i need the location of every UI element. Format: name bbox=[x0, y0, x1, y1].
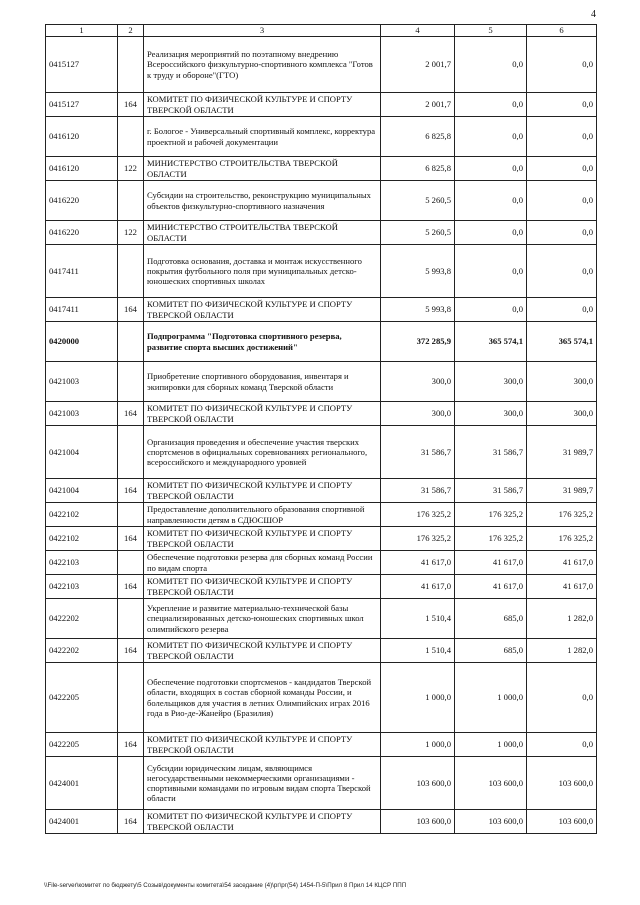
value-2018-cell: 103 600,0 bbox=[527, 810, 597, 834]
value-2017-cell: 41 617,0 bbox=[455, 551, 527, 575]
value-2017-cell: 300,0 bbox=[455, 402, 527, 426]
code-cell: 0416120 bbox=[46, 157, 118, 181]
value-2018-cell: 0,0 bbox=[527, 157, 597, 181]
value-2017-cell: 0,0 bbox=[455, 93, 527, 117]
name-cell: Укрепление и развитие материально-технической базы специализированных детско-юношеских спортивных школ олимпийского резерва bbox=[144, 599, 381, 639]
value-2017-cell: 0,0 bbox=[455, 298, 527, 322]
table-row bbox=[46, 733, 597, 757]
code-cell: 0421003 bbox=[46, 402, 118, 426]
admin-code-cell: 164 bbox=[118, 93, 144, 117]
table-row bbox=[46, 503, 597, 527]
admin-code-cell: 164 bbox=[118, 479, 144, 503]
value-2017-cell: 103 600,0 bbox=[455, 757, 527, 810]
value-2018-cell: 0,0 bbox=[527, 117, 597, 157]
admin-code-cell: 122 bbox=[118, 157, 144, 181]
value-2018-cell: 176 325,2 bbox=[527, 527, 597, 551]
header-row bbox=[46, 25, 597, 37]
admin-code-cell bbox=[118, 117, 144, 157]
value-2017-cell: 0,0 bbox=[455, 221, 527, 245]
name-cell: Субсидии юридическим лицам, являющимся негосударственными некоммерческими организациями - спортивными командами по игровым видам спорта Тверской области bbox=[144, 757, 381, 810]
name-cell: Субсидии на строительство, реконструкцию муниципальных объектов физкультурно-спортивного назначения bbox=[144, 181, 381, 221]
value-2018-cell: 300,0 bbox=[527, 402, 597, 426]
value-2017-cell: 1 000,0 bbox=[455, 663, 527, 733]
code-cell: 0422103 bbox=[46, 575, 118, 599]
table-row bbox=[46, 221, 597, 245]
value-2017-cell: 0,0 bbox=[455, 181, 527, 221]
value-2017-cell: 0,0 bbox=[455, 245, 527, 298]
value-2018-cell: 41 617,0 bbox=[527, 575, 597, 599]
value-2017-cell: 365 574,1 bbox=[455, 322, 527, 362]
name-cell: Приобретение спортивного оборудования, инвентаря и экипировки для сборных команд Тверской области bbox=[144, 362, 381, 402]
value-2016-cell: 6 825,8 bbox=[381, 117, 455, 157]
value-2018-cell: 176 325,2 bbox=[527, 503, 597, 527]
code-cell: 0416220 bbox=[46, 221, 118, 245]
name-cell: г. Бологое - Универсальный спортивный комплекс, корректура проектной и рабочей документации bbox=[144, 117, 381, 157]
table-row bbox=[46, 181, 597, 221]
admin-code-cell: 164 bbox=[118, 298, 144, 322]
value-2016-cell: 176 325,2 bbox=[381, 503, 455, 527]
admin-code-cell bbox=[118, 757, 144, 810]
value-2016-cell: 31 586,7 bbox=[381, 479, 455, 503]
value-2017-cell: 0,0 bbox=[455, 37, 527, 93]
code-cell: 0422103 bbox=[46, 551, 118, 575]
table-row bbox=[46, 527, 597, 551]
table-row bbox=[46, 298, 597, 322]
table-row bbox=[46, 93, 597, 117]
admin-code-cell: 164 bbox=[118, 575, 144, 599]
value-2016-cell: 41 617,0 bbox=[381, 575, 455, 599]
code-cell: 0415127 bbox=[46, 93, 118, 117]
value-2018-cell: 365 574,1 bbox=[527, 322, 597, 362]
value-2016-cell: 41 617,0 bbox=[381, 551, 455, 575]
name-cell: КОМИТЕТ ПО ФИЗИЧЕСКОЙ КУЛЬТУРЕ И СПОРТУ ТВЕРСКОЙ ОБЛАСТИ bbox=[144, 733, 381, 757]
code-cell: 0422205 bbox=[46, 663, 118, 733]
value-2017-cell: 685,0 bbox=[455, 599, 527, 639]
table-row bbox=[46, 362, 597, 402]
name-cell: Предоставление дополнительного образования спортивной направленности детям в СДЮСШОР bbox=[144, 503, 381, 527]
code-cell: 0421004 bbox=[46, 479, 118, 503]
code-cell: 0422102 bbox=[46, 527, 118, 551]
admin-code-cell: 164 bbox=[118, 402, 144, 426]
admin-code-cell bbox=[118, 663, 144, 733]
admin-code-cell bbox=[118, 245, 144, 298]
code-cell: 0422102 bbox=[46, 503, 118, 527]
value-2017-cell: 176 325,2 bbox=[455, 527, 527, 551]
table-row bbox=[46, 575, 597, 599]
admin-code-cell: 164 bbox=[118, 639, 144, 663]
admin-code-cell: 122 bbox=[118, 221, 144, 245]
admin-code-cell bbox=[118, 426, 144, 479]
admin-code-cell bbox=[118, 599, 144, 639]
file-path-footer: \\File-server\комитет по бюджету\5 Созыв\документы комитета\54 заседание (4)\рг\рг(54) 1454-П-5\Прил 8 Прил 14 КЦСР ППП bbox=[44, 882, 407, 889]
value-2016-cell: 1 510,4 bbox=[381, 639, 455, 663]
code-cell: 0421003 bbox=[46, 362, 118, 402]
code-cell: 0416120 bbox=[46, 117, 118, 157]
value-2016-cell: 176 325,2 bbox=[381, 527, 455, 551]
table-row bbox=[46, 426, 597, 479]
column-header: 6 bbox=[527, 25, 597, 37]
code-cell: 0417411 bbox=[46, 298, 118, 322]
value-2018-cell: 0,0 bbox=[527, 37, 597, 93]
value-2016-cell: 1 000,0 bbox=[381, 663, 455, 733]
name-cell: КОМИТЕТ ПО ФИЗИЧЕСКОЙ КУЛЬТУРЕ И СПОРТУ ТВЕРСКОЙ ОБЛАСТИ bbox=[144, 93, 381, 117]
code-cell: 0421004 bbox=[46, 426, 118, 479]
value-2017-cell: 31 586,7 bbox=[455, 426, 527, 479]
name-cell: МИНИСТЕРСТВО СТРОИТЕЛЬСТВА ТВЕРСКОЙ ОБЛАСТИ bbox=[144, 157, 381, 181]
name-cell: КОМИТЕТ ПО ФИЗИЧЕСКОЙ КУЛЬТУРЕ И СПОРТУ ТВЕРСКОЙ ОБЛАСТИ bbox=[144, 298, 381, 322]
code-cell: 0415127 bbox=[46, 37, 118, 93]
admin-code-cell bbox=[118, 503, 144, 527]
table-row bbox=[46, 551, 597, 575]
name-cell: Обеспечение подготовки резерва для сборных команд России по видам спорта bbox=[144, 551, 381, 575]
name-cell: Реализация мероприятий по поэтапному внедрению Всероссийского физкультурно-спортивного комплекса "Готов к труду и обороне"(ГТО) bbox=[144, 37, 381, 93]
value-2016-cell: 5 260,5 bbox=[381, 181, 455, 221]
code-cell: 0422202 bbox=[46, 639, 118, 663]
table-row bbox=[46, 322, 597, 362]
table-row bbox=[46, 479, 597, 503]
value-2016-cell: 300,0 bbox=[381, 362, 455, 402]
table-row bbox=[46, 37, 597, 93]
code-cell: 0424001 bbox=[46, 757, 118, 810]
table-row bbox=[46, 245, 597, 298]
value-2016-cell: 5 993,8 bbox=[381, 245, 455, 298]
admin-code-cell bbox=[118, 551, 144, 575]
value-2018-cell: 1 282,0 bbox=[527, 599, 597, 639]
table-row bbox=[46, 402, 597, 426]
code-cell: 0420000 bbox=[46, 322, 118, 362]
value-2018-cell: 103 600,0 bbox=[527, 757, 597, 810]
value-2018-cell: 0,0 bbox=[527, 663, 597, 733]
name-cell: Организация проведения и обеспечение участия тверских спортсменов в официальных соревнованиях регионального, всероссийского и международного уровней bbox=[144, 426, 381, 479]
value-2018-cell: 41 617,0 bbox=[527, 551, 597, 575]
value-2017-cell: 103 600,0 bbox=[455, 810, 527, 834]
value-2017-cell: 31 586,7 bbox=[455, 479, 527, 503]
value-2017-cell: 41 617,0 bbox=[455, 575, 527, 599]
value-2018-cell: 0,0 bbox=[527, 298, 597, 322]
value-2016-cell: 5 993,8 bbox=[381, 298, 455, 322]
code-cell: 0416220 bbox=[46, 181, 118, 221]
value-2018-cell: 31 989,7 bbox=[527, 479, 597, 503]
value-2017-cell: 0,0 bbox=[455, 157, 527, 181]
value-2018-cell: 0,0 bbox=[527, 181, 597, 221]
table-row bbox=[46, 810, 597, 834]
column-header: 1 bbox=[46, 25, 118, 37]
code-cell: 0417411 bbox=[46, 245, 118, 298]
table-row bbox=[46, 757, 597, 810]
page-number: 4 bbox=[591, 9, 596, 20]
table-row bbox=[46, 599, 597, 639]
value-2018-cell: 0,0 bbox=[527, 245, 597, 298]
column-header: 5 bbox=[455, 25, 527, 37]
name-cell: МИНИСТЕРСТВО СТРОИТЕЛЬСТВА ТВЕРСКОЙ ОБЛАСТИ bbox=[144, 221, 381, 245]
value-2017-cell: 300,0 bbox=[455, 362, 527, 402]
admin-code-cell bbox=[118, 181, 144, 221]
table-row bbox=[46, 117, 597, 157]
name-cell: Подготовка основания, доставка и монтаж искусственного покрытия футбольного поля при муниципальных детско-юношеских спортивных школах bbox=[144, 245, 381, 298]
code-cell: 0422205 bbox=[46, 733, 118, 757]
admin-code-cell: 164 bbox=[118, 810, 144, 834]
name-cell: КОМИТЕТ ПО ФИЗИЧЕСКОЙ КУЛЬТУРЕ И СПОРТУ ТВЕРСКОЙ ОБЛАСТИ bbox=[144, 479, 381, 503]
value-2018-cell: 0,0 bbox=[527, 93, 597, 117]
column-header: 4 bbox=[381, 25, 455, 37]
value-2018-cell: 0,0 bbox=[527, 221, 597, 245]
name-cell: КОМИТЕТ ПО ФИЗИЧЕСКОЙ КУЛЬТУРЕ И СПОРТУ ТВЕРСКОЙ ОБЛАСТИ bbox=[144, 639, 381, 663]
name-cell: Обеспечение подготовки спортсменов - кандидатов Тверской области, входящих в состав сборной команды России, и болельщиков для участия в летних Олимпийских играх 2016 года в Рио-де-Жанейро (Бразилия) bbox=[144, 663, 381, 733]
name-cell: КОМИТЕТ ПО ФИЗИЧЕСКОЙ КУЛЬТУРЕ И СПОРТУ ТВЕРСКОЙ ОБЛАСТИ bbox=[144, 527, 381, 551]
admin-code-cell bbox=[118, 322, 144, 362]
admin-code-cell bbox=[118, 37, 144, 93]
value-2016-cell: 2 001,7 bbox=[381, 37, 455, 93]
code-cell: 0422202 bbox=[46, 599, 118, 639]
value-2017-cell: 1 000,0 bbox=[455, 733, 527, 757]
admin-code-cell: 164 bbox=[118, 733, 144, 757]
table-row bbox=[46, 663, 597, 733]
name-cell: КОМИТЕТ ПО ФИЗИЧЕСКОЙ КУЛЬТУРЕ И СПОРТУ ТВЕРСКОЙ ОБЛАСТИ bbox=[144, 810, 381, 834]
budget-table bbox=[45, 24, 597, 834]
value-2016-cell: 103 600,0 bbox=[381, 757, 455, 810]
value-2016-cell: 1 510,4 bbox=[381, 599, 455, 639]
code-cell: 0424001 bbox=[46, 810, 118, 834]
value-2016-cell: 372 285,9 bbox=[381, 322, 455, 362]
admin-code-cell bbox=[118, 362, 144, 402]
name-cell: КОМИТЕТ ПО ФИЗИЧЕСКОЙ КУЛЬТУРЕ И СПОРТУ ТВЕРСКОЙ ОБЛАСТИ bbox=[144, 575, 381, 599]
value-2016-cell: 2 001,7 bbox=[381, 93, 455, 117]
name-cell: Подпрограмма "Подготовка спортивного резерва, развитие спорта высших достижений" bbox=[144, 322, 381, 362]
value-2017-cell: 0,0 bbox=[455, 117, 527, 157]
column-header: 2 bbox=[118, 25, 144, 37]
table-row bbox=[46, 157, 597, 181]
value-2016-cell: 300,0 bbox=[381, 402, 455, 426]
value-2018-cell: 300,0 bbox=[527, 362, 597, 402]
table-row bbox=[46, 639, 597, 663]
value-2016-cell: 5 260,5 bbox=[381, 221, 455, 245]
value-2016-cell: 103 600,0 bbox=[381, 810, 455, 834]
value-2016-cell: 6 825,8 bbox=[381, 157, 455, 181]
value-2017-cell: 176 325,2 bbox=[455, 503, 527, 527]
admin-code-cell: 164 bbox=[118, 527, 144, 551]
value-2018-cell: 0,0 bbox=[527, 733, 597, 757]
value-2018-cell: 1 282,0 bbox=[527, 639, 597, 663]
value-2016-cell: 1 000,0 bbox=[381, 733, 455, 757]
value-2017-cell: 685,0 bbox=[455, 639, 527, 663]
value-2016-cell: 31 586,7 bbox=[381, 426, 455, 479]
column-header: 3 bbox=[144, 25, 381, 37]
value-2018-cell: 31 989,7 bbox=[527, 426, 597, 479]
name-cell: КОМИТЕТ ПО ФИЗИЧЕСКОЙ КУЛЬТУРЕ И СПОРТУ ТВЕРСКОЙ ОБЛАСТИ bbox=[144, 402, 381, 426]
